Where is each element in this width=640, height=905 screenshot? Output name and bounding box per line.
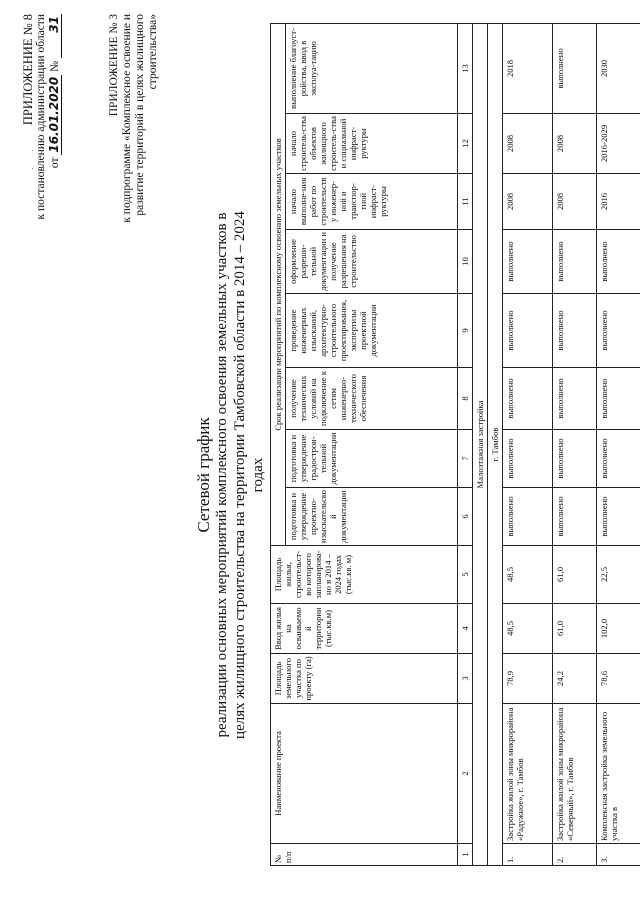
col-number: 12 (458, 114, 473, 174)
col-number: 8 (458, 368, 473, 430)
row-c11: 2016 (597, 174, 640, 230)
row-period: 61,0 (553, 546, 597, 604)
row-c7: выполнено (597, 430, 640, 488)
row-c13: выполнено (553, 23, 597, 113)
subprogram-label: к подпрограмме «Комплексное освоение и развитие территорий в целях жилищного строительства» (121, 14, 159, 223)
row-num: 3. (597, 844, 640, 866)
col-number: 9 (458, 294, 473, 368)
table-row (597, 23, 640, 865)
row-period: 22,5 (597, 546, 640, 604)
table-row (553, 23, 597, 865)
row-c9: выполнено (503, 294, 553, 368)
title-line2: реализации основных мероприятий комплексного освоения земельных участков в целях жилищного строительства на территории Тамбовской области в 2014 – 2024 годах (214, 211, 266, 739)
row-c8: выполнено (553, 368, 597, 430)
row-period: 48,5 (503, 546, 553, 604)
row-area: 24,2 (553, 654, 597, 704)
col-number: 2 (458, 704, 473, 844)
schedule-table (270, 23, 640, 866)
column-number-row (458, 23, 473, 865)
header-group: Срок реализации мероприятий по комплексному освоению земельных участков (271, 23, 286, 545)
row-c7: выполнено (503, 430, 553, 488)
col-number: 4 (458, 604, 473, 654)
appendix3-label: ПРИЛОЖЕНИЕ № 3 (108, 14, 120, 117)
row-c8: выполнено (503, 368, 553, 430)
document-title (195, 195, 267, 755)
row-housing: 102,0 (597, 604, 640, 654)
col-number: 1 (458, 844, 473, 866)
row-c9: выполнено (597, 294, 640, 368)
section-label: Малоэтажная застройка (473, 23, 488, 865)
header-c6: подготовка и утверждение проектно-изыскательской документации (286, 488, 458, 546)
row-c7: выполнено (553, 430, 597, 488)
row-name: Застройка жилой зоны микрорайона «Северный», г. Тамбов (553, 704, 597, 844)
row-c9: выполнено (553, 294, 597, 368)
appendix8-label: ПРИЛОЖЕНИЕ № 8 (21, 14, 35, 126)
row-c6: выполнено (503, 488, 553, 546)
row-c11: 2008 (503, 174, 553, 230)
row-c12: 2008 (503, 114, 553, 174)
header-c10: оформление разреши-тельной документации и получение разрешения на строительство (286, 230, 458, 294)
col-number: 11 (458, 174, 473, 230)
header-area: Площадь земельного участка по проекту (га) (271, 654, 458, 704)
row-area: 78,9 (503, 654, 553, 704)
resolution-header (22, 14, 62, 344)
col-number: 3 (458, 654, 473, 704)
section-row (473, 23, 488, 865)
number-prefix: № (49, 60, 61, 72)
col-number: 5 (458, 546, 473, 604)
row-c10: выполнено (503, 230, 553, 294)
row-housing: 48,5 (503, 604, 553, 654)
col-number: 6 (458, 488, 473, 546)
row-name: Застройка жилой зоны микрорайона «Радужное», г. Тамбов (503, 704, 553, 844)
row-area: 78,6 (597, 654, 640, 704)
row-num: 1. (503, 844, 553, 866)
header-num: № п/п (271, 844, 458, 866)
header-c13: выполнение благоуст-ройства, ввод в эксплуа-тацию (286, 23, 458, 113)
row-c6: выполнено (597, 488, 640, 546)
row-num: 2. (553, 844, 597, 866)
row-housing: 61,0 (553, 604, 597, 654)
row-c10: выполнено (597, 230, 640, 294)
date-prefix: от (49, 157, 61, 169)
row-c10: выполнено (553, 230, 597, 294)
row-c13: 2018 (503, 23, 553, 113)
header-c8: получение технических условий на подключение к сетям инженерно-технического обеспечения (286, 368, 458, 430)
header-c12: начало строитель-ства объектов жилищного строитель-ства и социальной инфраст-руктуры (286, 114, 458, 174)
city-row (488, 23, 503, 865)
row-c8: выполнено (597, 368, 640, 430)
header-c7: подготовка и утверждение градострои-тельной документации (286, 430, 458, 488)
header-name: Наименование проекта (271, 704, 458, 844)
header-c9: проведение инженерных изысканий, архитектурно-строительного проектирования, экспертизы проектной документации (286, 294, 458, 368)
subprogram-header (108, 14, 160, 344)
row-c13: 2030 (597, 23, 640, 113)
handwritten-date: 16.01.2020 (47, 76, 61, 153)
row-c11: 2008 (553, 174, 597, 230)
title-line1: Сетевой график (194, 417, 213, 533)
table-row (503, 23, 553, 865)
col-number: 7 (458, 430, 473, 488)
date-line (48, 14, 62, 344)
row-c12: 2008 (553, 114, 597, 174)
resolution-label: к постановлению администрации области (35, 14, 47, 220)
handwritten-number: 31 (48, 14, 62, 58)
row-name: Комплексная застройка земельного участка в (597, 704, 640, 844)
header-c11: начало выполне-ния работ по строительству инженер-ной и транспор-тной инфраст-руктуры (286, 174, 458, 230)
city-label: г. Тамбов (488, 23, 503, 865)
row-c12: 2016-2029 (597, 114, 640, 174)
header-housing-period: Площадь жилья, строительст-во которого запланирова-но в 2014 – 2024 годах (тыс.кв. м) (271, 546, 458, 604)
row-c6: выполнено (553, 488, 597, 546)
col-number: 10 (458, 230, 473, 294)
col-number: 13 (458, 23, 473, 113)
header-housing: Ввод жилья на осваиваемой территории (тыс.кв.м) (271, 604, 458, 654)
